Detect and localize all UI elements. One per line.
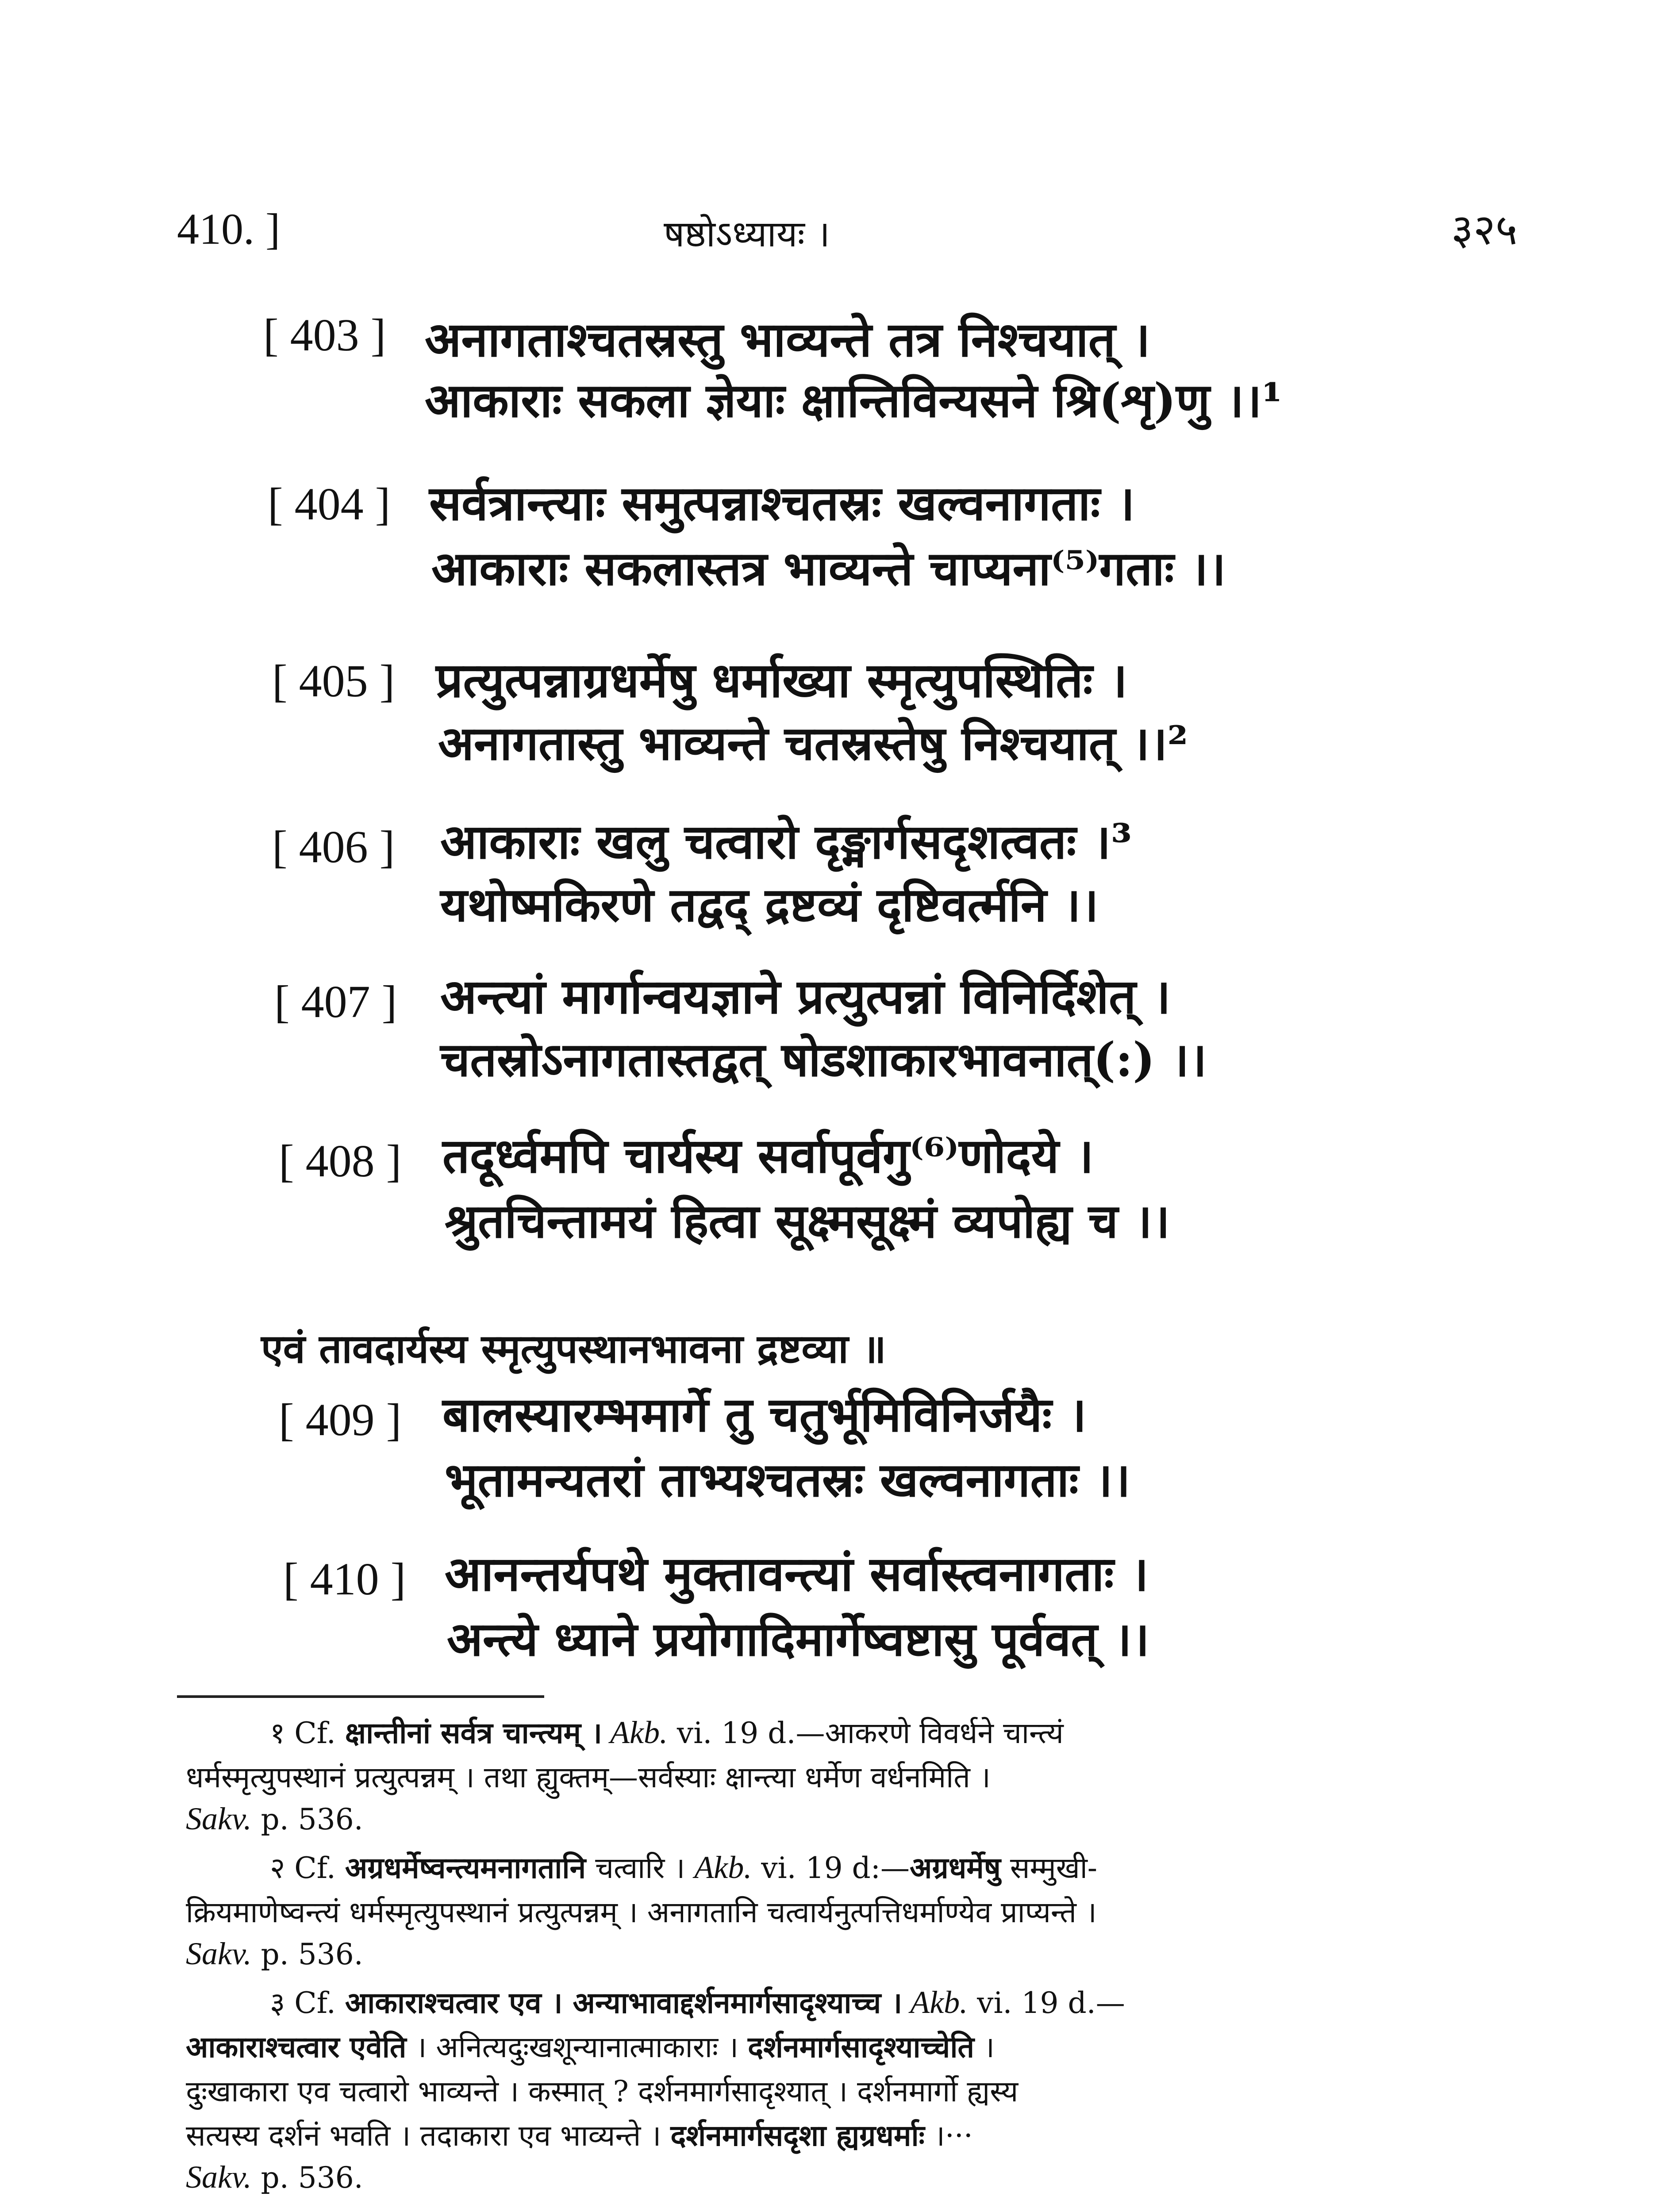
footnote-source: Akb. — [902, 1985, 968, 2020]
footnote-source: Akb. — [602, 1715, 668, 1750]
verse-line-1: तदूर्ध्वमपि चार्यस्य सर्वापूर्वगु⁽⁶⁾णोदये । — [442, 1128, 1094, 1184]
verse-line-1: अन्त्यां मार्गान्वयज्ञाने प्रत्युत्पन्नां विनिर्दिशेत् । — [440, 969, 1171, 1025]
footnote-source: Sakv. — [186, 1801, 252, 1836]
verse-line-1: प्रत्युत्पन्नाग्रधर्मेषु धर्माख्या स्मृत्युपस्थितिः । — [436, 653, 1128, 708]
footnote-text: । अनित्यदुःखशून्यानात्माकाराः । — [406, 2030, 748, 2064]
footnote-quote: दर्शनमार्गसदृशा ह्यग्रधर्माः — [670, 2118, 925, 2153]
verse-number: [ 406 ] — [272, 822, 395, 872]
footnote-text: vi. 19 d.—आकरणे विवर्धने चान्त्यं — [667, 1716, 1064, 1750]
footnote-marker: ३ Cf. — [270, 1986, 345, 2020]
footnote-line — [270, 1847, 1482, 1887]
footnote-line — [270, 1982, 1482, 2022]
footnote-text: चत्वारि । — [586, 1851, 695, 1885]
verse-line-2: आकाराः सकलास्तत्र भाव्यन्ते चाप्यना⁽⁵⁾गताः ।। — [431, 541, 1226, 596]
page-number: 410. ] — [177, 204, 281, 253]
footnote-line — [186, 2115, 1398, 2154]
footnote-text: सम्मुखी- — [1000, 1851, 1098, 1885]
verse-number: [ 403 ] — [263, 310, 386, 361]
verse-line-2: अन्त्ये ध्याने प्रयोगादिमार्गेष्वष्टासु पूर्ववत् ।। — [447, 1611, 1149, 1667]
footnote-text: vi. 19 d:— — [752, 1851, 910, 1885]
verse-number: [ 404 ] — [268, 479, 391, 530]
verse-line-2: आकाराः सकला ज्ञेयाः क्षान्तिविन्यसने श्रि(शृ)णु ।।¹ — [425, 373, 1283, 428]
verse-line-2: अनागतास्तु भाव्यन्ते चतस्रस्तेषु निश्चयात् ।।² — [438, 715, 1188, 771]
footnote-separator — [177, 1695, 544, 1698]
footnote-quote: दर्शनमार्गसादृश्याच्चेति — [748, 2030, 975, 2064]
footnote-text: ।··· — [924, 2119, 973, 2153]
verse-line-2: श्रुतचिन्तामयं हित्वा सूक्ष्मसूक्ष्मं व्यपोह्य च ।। — [445, 1193, 1170, 1248]
verse-line-1: आकाराः खलु चत्वारो दृङ्मार्गसदृशत्वतः ।³ — [440, 814, 1132, 870]
footnote-page: p. 536. — [251, 2161, 363, 2195]
verse-number: [ 410 ] — [283, 1554, 406, 1605]
footnote-line — [186, 2026, 1398, 2066]
page-header — [0, 190, 1672, 288]
verse-line-2: यथोष्मकिरणे तद्वद् द्रष्टव्यं दृष्टिवर्त्मनि ।। — [440, 877, 1099, 932]
footnote-quote: आकाराश्चत्वार एव । अन्याभावाद्दर्शनमार्गसादृश्याच्च । — [345, 1985, 903, 2020]
verse-line-1: आनन्तर्यपथे मुक्तावन्त्यां सर्वास्त्वनागताः । — [445, 1546, 1149, 1602]
footnote-line — [270, 1712, 1482, 1752]
footnote-text: vi. 19 d.— — [968, 1986, 1125, 2020]
footnote-page: p. 536. — [251, 1937, 363, 1971]
verse-line-2: भूतामन्यतरां ताभ्यश्चतस्रः खल्वनागताः ।। — [445, 1452, 1130, 1507]
footnote-page: p. 536. — [251, 1802, 363, 1836]
verse-line-1: बालस्यारम्भमार्गे तु चतुर्भूमिविनिर्जयैः । — [442, 1387, 1087, 1443]
footnote-source: Sakv. — [186, 2159, 252, 2195]
verse-number: [ 409 ] — [279, 1394, 402, 1445]
verse-number: [ 405 ] — [272, 656, 395, 707]
footnote-line — [186, 2159, 1398, 2196]
verse-line-1: सर्वत्रान्त्याः समुत्पन्नाश्चतस्रः खल्वनागताः । — [429, 476, 1135, 531]
footnote-line: दुःखाकारा एव चत्वारो भाव्यन्ते । कस्मात् ? दर्शनमार्गसादृश्यात् । दर्शनमार्गो ह्यस्य — [186, 2074, 1019, 2108]
footnote-quote: अग्रधर्मेष्वन्त्यमनागतानि — [345, 1851, 586, 1885]
footnote-marker: २ Cf. — [270, 1851, 345, 1885]
footnote-quote: आकाराश्चत्वार एवेति — [186, 2030, 407, 2064]
verse-line-1: अनागताश्चतस्रस्तु भाव्यन्ते तत्र निश्चयात् । — [425, 312, 1150, 368]
verse-number: [ 407 ] — [274, 976, 397, 1027]
footnote-quote: क्षान्तीनां सर्वत्र चान्त्यम् । — [345, 1716, 603, 1750]
footnote-line — [186, 1801, 1398, 1837]
footnote-source: Akb. — [694, 1850, 752, 1885]
footnote-text: । — [974, 2030, 995, 2064]
footnote-source: Sakv. — [186, 1936, 252, 1971]
footnote-quote: अग्रधर्मेषु — [910, 1851, 1001, 1885]
verse-number: [ 408 ] — [279, 1136, 402, 1187]
footnote-line: क्रियमाणेष्वन्त्यं धर्मस्मृत्युपस्थानं प्रत्युत्पन्नम् । अनागतानि चत्वार्यनुत्पत्तिधर्माण्येव प्राप्यन्ते । — [186, 1895, 1097, 1929]
colophon-line: एवं तावदार्यस्य स्मृत्युपस्थानभावना द्रष्टव्या ॥ — [261, 1325, 886, 1372]
folio-number: ३२५ — [1451, 205, 1518, 254]
running-title: षष्ठोऽध्यायः । — [664, 213, 830, 255]
verse-line-2: चतस्रोऽनागतास्तद्वत् षोडशाकारभावनात्(:) ।। — [440, 1032, 1207, 1087]
footnote-text: सत्यस्य दर्शनं भवति । तदाकारा एव भाव्यन्ते । — [186, 2119, 671, 2153]
footnote-line — [186, 1936, 1398, 1972]
footnote-marker: १ Cf. — [270, 1716, 345, 1750]
footnote-line: धर्मस्मृत्युपस्थानं प्रत्युत्पन्नम् । तथा ह्युक्तम्—सर्वस्याः क्षान्त्या धर्मेण वर्धनमिति । — [186, 1760, 991, 1794]
